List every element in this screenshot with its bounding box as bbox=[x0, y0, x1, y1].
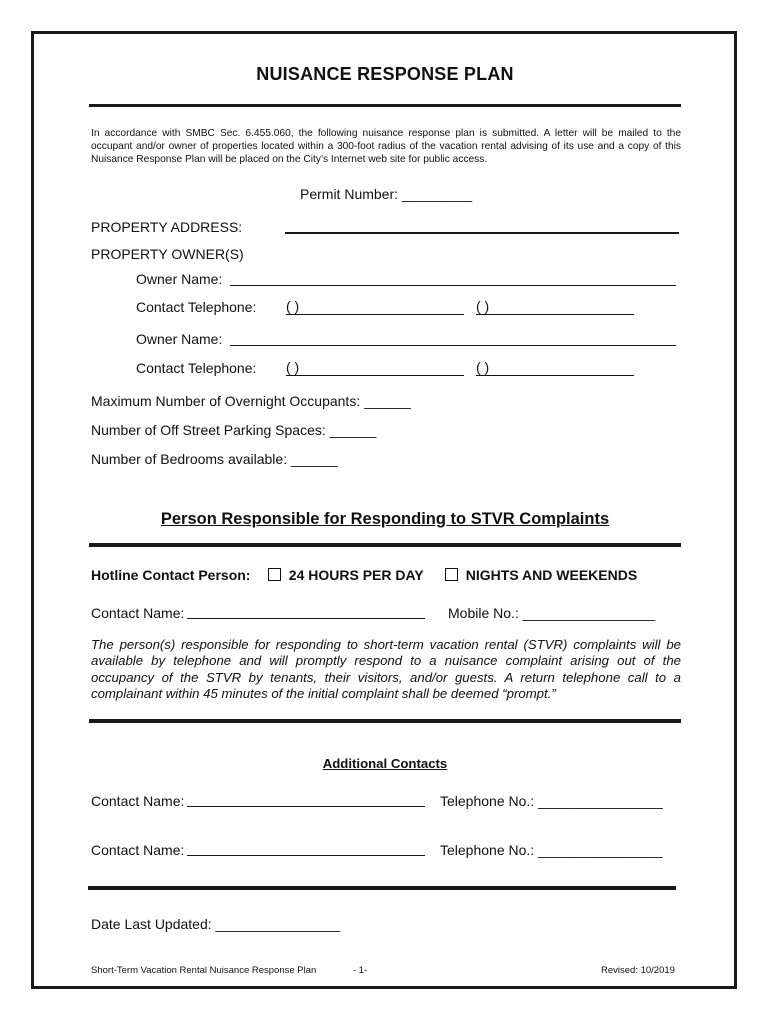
owner-name-label: Owner Name: bbox=[136, 271, 223, 287]
property-owners-label: PROPERTY OWNER(S) bbox=[91, 246, 244, 262]
parking-spaces-field[interactable]: Number of Off Street Parking Spaces: ______ bbox=[91, 422, 377, 438]
contact-name-label: Contact Name: bbox=[91, 605, 185, 621]
date-last-updated-field[interactable]: Date Last Updated: ________________ bbox=[91, 916, 341, 932]
footer-revised-date: Revised: 10/2019 bbox=[601, 965, 675, 976]
telephone-field[interactable] bbox=[286, 359, 464, 376]
owner-name-label: Owner Name: bbox=[136, 331, 223, 347]
telephone-field[interactable] bbox=[286, 298, 464, 315]
document-title: NUISANCE RESPONSE PLAN bbox=[256, 64, 514, 84]
phone-area-code: ( ) bbox=[286, 298, 300, 314]
telephone-field[interactable] bbox=[476, 298, 634, 315]
owner-name-field[interactable] bbox=[230, 285, 676, 286]
option-nights-weekends[interactable] bbox=[445, 567, 637, 583]
contact-name-label: Contact Name: bbox=[91, 842, 185, 858]
telephone-number-field[interactable]: Telephone No.: ________________ bbox=[440, 793, 663, 809]
property-address-field[interactable] bbox=[285, 232, 679, 234]
contact-name-field[interactable] bbox=[187, 806, 425, 807]
intro-text: In accordance with SMBC Sec. 6.455.060, the following nuisance response plan is submitted. A letter will be mailed to the occupant and/or owner of properties located within a 300-foot radius of the vacation rental advising of its use and a copy of this Nuisance Response Plan will be placed on the City’s Internet web site for public access. bbox=[91, 128, 681, 165]
option-24-hours[interactable] bbox=[268, 567, 424, 583]
contact-telephone-label: Contact Telephone: bbox=[136, 360, 257, 376]
responsibility-paragraph: The person(s) responsible for responding to short-term vacation rental (STVR) complaints will be available by telephone and will promptly respond to a nuisance complaint arising out of the occupancy of the STVR by tenants, their visitors, and/or guests. A return telephone call to a complainant within 45 minutes of the initial complaint shall be deemed “prompt.” bbox=[91, 637, 681, 702]
section-rule bbox=[89, 719, 681, 723]
title-rule bbox=[89, 104, 681, 107]
telephone-number-field[interactable]: Telephone No.: ________________ bbox=[440, 842, 663, 858]
section-rule bbox=[88, 886, 676, 890]
max-occupants-field[interactable]: Maximum Number of Overnight Occupants: ______ bbox=[91, 393, 411, 409]
contact-telephone-label: Contact Telephone: bbox=[136, 299, 257, 315]
property-address-label: PROPERTY ADDRESS: bbox=[91, 219, 243, 235]
mobile-number-field[interactable]: Mobile No.: _________________ bbox=[448, 605, 656, 621]
contact-name-field[interactable] bbox=[187, 618, 425, 619]
checkbox-icon[interactable] bbox=[445, 568, 458, 581]
section-rule bbox=[89, 543, 681, 547]
option-nights-weekends-label: NIGHTS AND WEEKENDS bbox=[465, 567, 638, 583]
option-24-hours-label: 24 HOURS PER DAY bbox=[288, 567, 424, 583]
footer-document-name: Short-Term Vacation Rental Nuisance Response Plan bbox=[91, 965, 317, 976]
hotline-label: Hotline Contact Person: bbox=[91, 567, 251, 583]
phone-area-code: ( ) bbox=[476, 359, 490, 375]
contact-name-field[interactable] bbox=[187, 855, 425, 856]
telephone-field[interactable] bbox=[476, 359, 634, 376]
contact-name-label: Contact Name: bbox=[91, 793, 185, 809]
phone-area-code: ( ) bbox=[286, 359, 300, 375]
phone-area-code: ( ) bbox=[476, 298, 490, 314]
bedrooms-field[interactable]: Number of Bedrooms available: ______ bbox=[91, 451, 338, 467]
responsible-heading: Person Responsible for Responding to STVR Complaints bbox=[160, 510, 610, 528]
footer-page-number: - 1- bbox=[353, 965, 368, 976]
owner-name-field[interactable] bbox=[230, 345, 676, 346]
permit-number: Permit Number: _________ bbox=[300, 186, 472, 202]
checkbox-icon[interactable] bbox=[268, 568, 281, 581]
additional-contacts-heading: Additional Contacts bbox=[322, 756, 448, 771]
